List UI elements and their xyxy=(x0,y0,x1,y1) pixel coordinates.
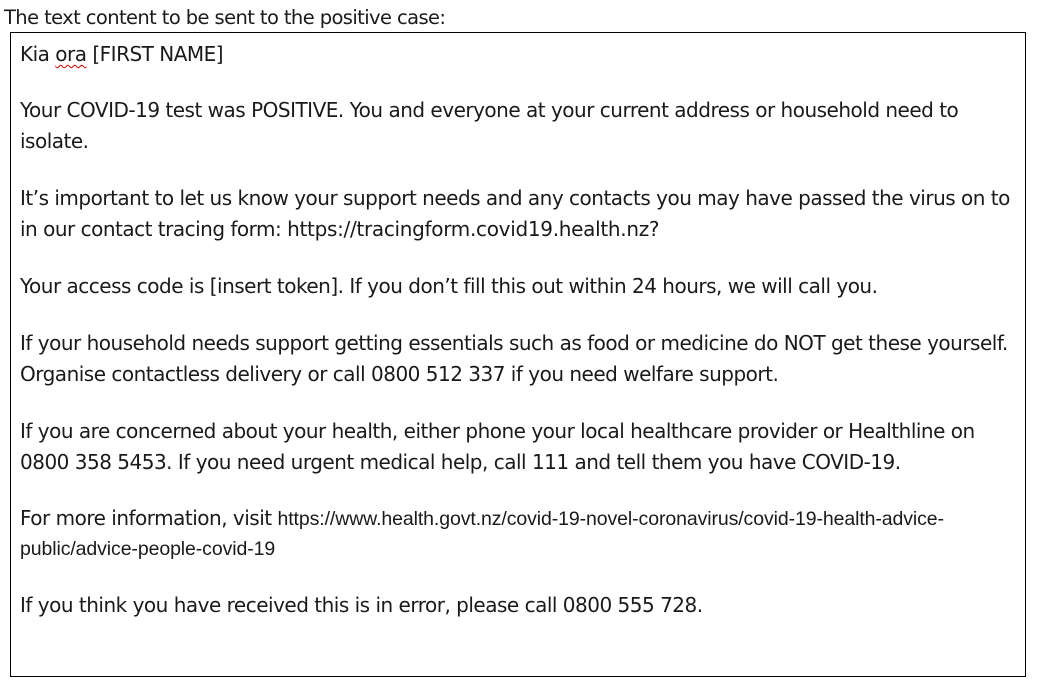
more-info-paragraph xyxy=(20,504,1019,564)
first-name-placeholder: [FIRST NAME] xyxy=(92,42,224,66)
message-content xyxy=(20,39,1019,621)
positive-result-paragraph: Your COVID-19 test was POSITIVE. You and everyone at your current address or household need to isolate. xyxy=(20,98,959,153)
contact-tracing-paragraph xyxy=(20,183,1019,245)
health-concern-paragraph: If you are concerned about your health, either phone your local healthcare provider or Healthline on 0800 358 5453. If you need urgent medical help, call 111 and tell them you have COVID-19. xyxy=(20,419,975,474)
message-text-box xyxy=(10,32,1026,677)
section-heading: The text content to be sent to the positive case: xyxy=(4,6,446,29)
access-code-paragraph: Your access code is [insert token]. If you don’t fill this out within 24 hours, we will call you. xyxy=(20,274,878,298)
welfare-support-paragraph: If your household needs support getting essentials such as food or medicine do NOT get these yourself. Organise contactless delivery or call 0800 512 337 if you need welfare support. xyxy=(20,331,1008,386)
greeting-word: Kia xyxy=(20,42,50,66)
greeting-line xyxy=(20,39,1019,70)
error-contact-paragraph: If you think you have received this is in error, please call 0800 555 728. xyxy=(20,593,703,617)
health-advice-link[interactable]: https://www.health.govt.nz/covid-19-novel-coronavirus/covid-19-health-advice-public/advice-people-covid-19 xyxy=(20,508,944,560)
greeting-maori-word: ora xyxy=(55,42,87,66)
contact-tracing-text: It’s important to let us know your support needs and any contacts you may have passed the virus on to in our contact tracing form: xyxy=(20,186,1010,241)
tracing-form-link[interactable]: https://tracingform.covid19.health.nz? xyxy=(287,217,660,241)
more-info-text: For more information, visit xyxy=(20,506,278,530)
